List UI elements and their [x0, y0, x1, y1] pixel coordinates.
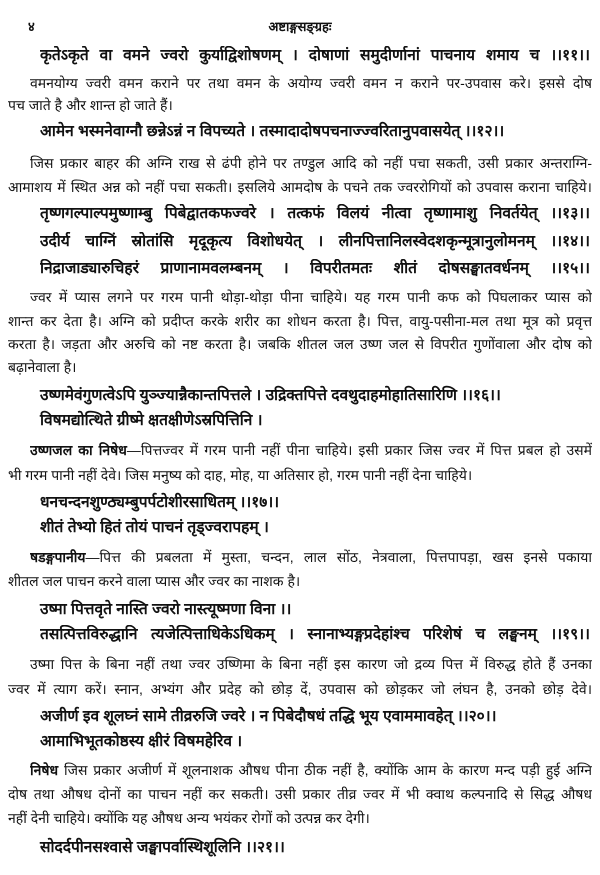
- commentary-line: करता है। जड़ता और अरुचि को नष्ट करता है। जबकि शीतल जल उष्ण जल से विपरीत गुणोंवाला और दोष को: [8, 336, 592, 352]
- commentary-line: नहीं देनी चाहिये। क्योंकि यह औषध अन्य भयंकर रोगों को उत्पन्न कर देगी।: [8, 810, 370, 826]
- commentary-line: बढ़ानेवाला है।: [8, 359, 77, 375]
- commentary-line: आमाशय में स्थित अन्न को नहीं पचा सकती। इसलिये आमदोष के पचने तक ज्वररोगियों को उपवास कराना चाहिये।: [8, 179, 592, 195]
- commentary-line: शीतल जल पाचन करने वाला प्यास और ज्वर का नाशक है।: [8, 573, 301, 589]
- section-heading: उष्णजल का निषेध: [30, 442, 127, 458]
- commentary-line: [30, 440, 592, 460]
- verse-20: अजीर्ण इव शूलघ्नं सामे तीव्ररुजि ज्वरे । न पिबेदौषधं तद्धि भूय एवाममावहेत् ।।२०।।: [40, 708, 497, 725]
- verse-17: धनचन्दनशुण्ठ्यम्बुपर्पटोशीरसाधितम् ।।१७।।: [40, 494, 280, 511]
- commentary-line: शान्त कर देता है। अग्नि को प्रदीप्त करके शरीर का शोधन करता है। पित्त, वायु-पसीना-मल तथा मूत्र को प्रवृत्त: [8, 313, 592, 329]
- section-heading: षडङ्गपानीय: [30, 549, 86, 565]
- verse-12: आमेन भस्मनेवाग्नौ छन्नेऽन्नं न विपच्यते । तस्मादादोषपचनाज्ज्वरितानुपवासयेत् ।।१२।।: [40, 123, 505, 140]
- commentary-line: दोष तथा औषध दोनों का पाचन नहीं कर सकती। उसी प्रकार तीव्र ज्वर में भी क्वाथ कल्पनादि से सिद्ध औषध: [8, 786, 592, 802]
- verse-19-cont: तसत्पित्तविरुद्धानि त्यजेत्पित्ताधिकेऽधिकम् । स्नानाभ्यङ्गप्रदेहांश्च परिशेषं च लङ्घनम् ।।१९।।: [40, 626, 590, 643]
- commentary-line: ज्वर में त्याग करें। स्नान, अभ्यंग और प्रदेह को छोड़ दें, उपवास को छोड़कर जो लंघन है, उनको छोड़ देवे।: [8, 681, 592, 697]
- commentary-line: जिस प्रकार बाहर की अग्नि राख से ढंपी होने पर तण्डुल आदि को नहीं पचा सकती, उसी प्रकार अन्तराग्नि-: [30, 155, 592, 171]
- verse-19: उष्मा पित्तवृते नास्ति ज्वरो नास्त्यूष्मणा विना ।।: [40, 601, 292, 618]
- verse-16-cont: विषमद्योत्थिते ग्रीष्मे क्षतक्षीणेऽस्रपित्तिनि ।: [40, 412, 263, 429]
- verse-16: उष्णमेवंगुणत्वेऽपि युञ्ज्यान्नैकान्तपित्तले । उद्रिक्तपित्ते दवथुदाहमोहातिसारिणि ।।१६।।: [40, 387, 501, 404]
- verse-20-cont: आमाभिभूतकोष्ठस्य क्षीरं विषमहेरिव ।: [40, 733, 243, 750]
- commentary-line: पच जाते है और शान्त हो जाते हैं।: [8, 97, 173, 113]
- verse-14: उदीर्य चाग्निं स्रोतांसि मृदूकृत्य विशोधयेत् । लीनपित्तानिलस्वेदशकृन्मूत्रानुलोमनम् ।।१४।।: [40, 233, 590, 250]
- commentary-line: [30, 760, 592, 780]
- commentary-text: —पित्तज्वर में गरम पानी नहीं पीना चाहिये। इसी प्रकार जिस ज्वर में पित्त प्रबल हो उसमें: [126, 442, 592, 458]
- running-title: अष्टाङ्गसङ्ग्रहः: [268, 19, 332, 34]
- commentary-line: वमनयोग्य ज्वरी वमन कराने पर तथा वमन के अयोग्य ज्वरी वमन न कराने पर-उपवास करे। इससे दोष: [30, 75, 592, 91]
- commentary-line: उष्मा पित्त के बिना नहीं तथा ज्वर उष्णिमा के बिना नहीं इस कारण जो द्रव्य पित्त में विरुद्ध होते हैं उनका: [30, 656, 592, 672]
- commentary-line: भी गरम पानी नहीं देवे। जिस मनुष्य को दाह, मोह, या अतिसार हो, गरम पानी नहीं देना चाहिये।: [8, 467, 473, 483]
- verse-21: सोदर्दपीनसश्वासे जङ्घापर्वास्थिशूलिनि ।।२१।।: [40, 839, 285, 856]
- verse-15: निद्राजाड्यारुचिहरं प्राणानामवलम्बनम् । विपरीतमतः शीतं दोषसङ्घातवर्धनम् ।।१५।।: [40, 260, 590, 277]
- verse-17-cont: शीतं तेभ्यो हितं तोयं पाचनं तृड्ज्वरापहम् ।: [40, 519, 269, 536]
- commentary-line: ज्वर में प्यास लगने पर गरम पानी थोड़ा-थोड़ा पीना चाहिये। यह गरम पानी कफ को पिघलाकर प्यास को: [30, 289, 592, 305]
- commentary-text: जिस प्रकार अजीर्ण में शूलनाशक औषध पीना ठीक नहीं है, क्योंकि आम के कारण मन्द पड़ी हुई अग्नि: [58, 762, 592, 778]
- verse-11: कृतेऽकृते वा वमने ज्वरो कुर्याद्विशोषणम् । दोषाणां समुदीर्णानां पाचनाय शमाय च ।।११।।: [40, 47, 590, 64]
- commentary-text: —पित्त की प्रबलता में मुस्ता, चन्दन, लाल सोंठ, नेत्रवाला, पित्तपापड़ा, खस इनसे पकाया: [85, 549, 592, 565]
- section-heading: निषेध: [30, 762, 59, 778]
- page-number: ४: [28, 19, 35, 34]
- verse-13: तृष्णगल्पाल्पमुष्णाम्बु पिबेद्वातकफज्वरे । तत्कफं विलयं नीत्वा तृष्णामाशु निवर्तयेत् ।।१३।।: [40, 205, 590, 222]
- commentary-line: [30, 547, 592, 567]
